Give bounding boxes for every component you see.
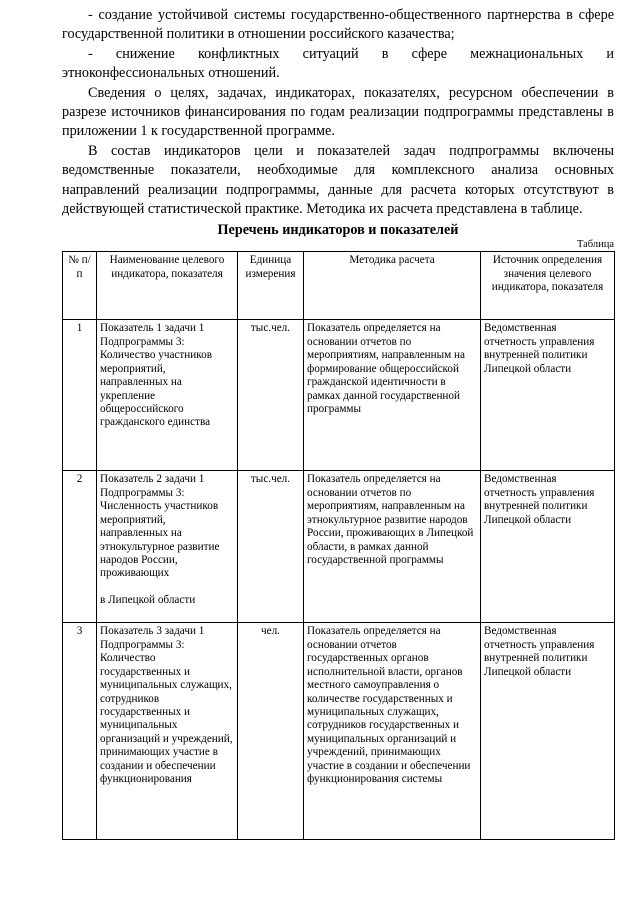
row-source: Ведомственная отчетность управления внутренней политики Липецкой области [481,471,615,623]
paragraph-indicators: В состав индикаторов цели и показателей задач подпрограммы включены ведомственные показатели, необходимые для комплексного анализа основных направлений реализации подпрограммы, данные для расчета которых отсутствуют в действующей статистической практике. Методика их расчета представлена в таблице. [62,142,614,218]
paragraph-info: Сведения о целях, задачах, индикаторах, показателях, ресурсном обеспечении в разрезе источников финансирования по годам реализации подпрограммы представлены в приложении 1 к государственной программе. [62,84,614,140]
header-method: Методика расчета [304,252,481,320]
header-name: Наименование целевого индикатора, показателя [97,252,238,320]
row-number: 2 [63,471,97,623]
header-number: № п/п [63,252,97,320]
row-method: Показатель определяется на основании отчетов по мероприятиям, направленным на формирование общероссийской гражданской идентичности в рамках данной государственной программы [304,320,481,471]
row-name-main: Показатель 2 задачи 1 Подпрограммы 3: Численность участников мероприятий, направленных на этнокультурное развитие народов России, проживающих [100,473,220,580]
row-method: Показатель определяется на основании отчетов по мероприятиям, направленным на этнокультурное развитие народов России, проживающих в Липецкой области, в рамках данной государственной программы [304,471,481,623]
table-heading: Перечень индикаторов и показателей [217,222,459,239]
header-unit: Единица измерения [238,252,304,320]
row-name-tail: в Липецкой области [100,593,196,606]
row-unit: тыс.чел. [238,320,304,471]
row-unit: чел. [238,623,304,840]
row-name: Показатель 1 задачи 1 Подпрограммы 3: Количество участников мероприятий, направленных на укрепление общероссийского гражданского единства [97,320,238,471]
row-name [97,471,238,623]
table-row [63,623,615,840]
row-name: Показатель 3 задачи 1 Подпрограммы 3: Количество государственных и муниципальных служащих, сотрудников государственных и муниципальных организаций и учреждений, принимающих участие в создании и обеспечении функционирования [97,623,238,840]
indicators-table [62,251,615,840]
row-source: Ведомственная отчетность управления внутренней политики Липецкой области [481,623,615,840]
table-label: Таблица [576,239,614,251]
row-source: Ведомственная отчетность управления внутренней политики Липецкой области [481,320,615,471]
document-page [62,6,614,840]
row-number: 3 [63,623,97,840]
row-method: Показатель определяется на основании отчетов государственных органов исполнительной власти, органов местного самоуправления о количестве государственных и муниципальных служащих, сотрудников государственных и муниципальных организаций и учреждений, принимающих участие в создании и обеспечении функционирования системы [304,623,481,840]
row-unit: тыс.чел. [238,471,304,623]
table-header-row [63,252,615,320]
row-name-gap [100,581,234,594]
table-row [63,471,615,623]
row-number: 1 [63,320,97,471]
paragraph-partnership: - создание устойчивой системы государственно-общественного партнерства в сфере государственной политики в отношении российского казачества; [62,7,614,43]
paragraph-conflicts: - снижение конфликтных ситуаций в сфере межнациональных и этноконфессиональных отношений. [62,45,614,82]
header-source: Источник определения значения целевого индикатора, показателя [481,252,615,320]
table-row [63,320,615,471]
